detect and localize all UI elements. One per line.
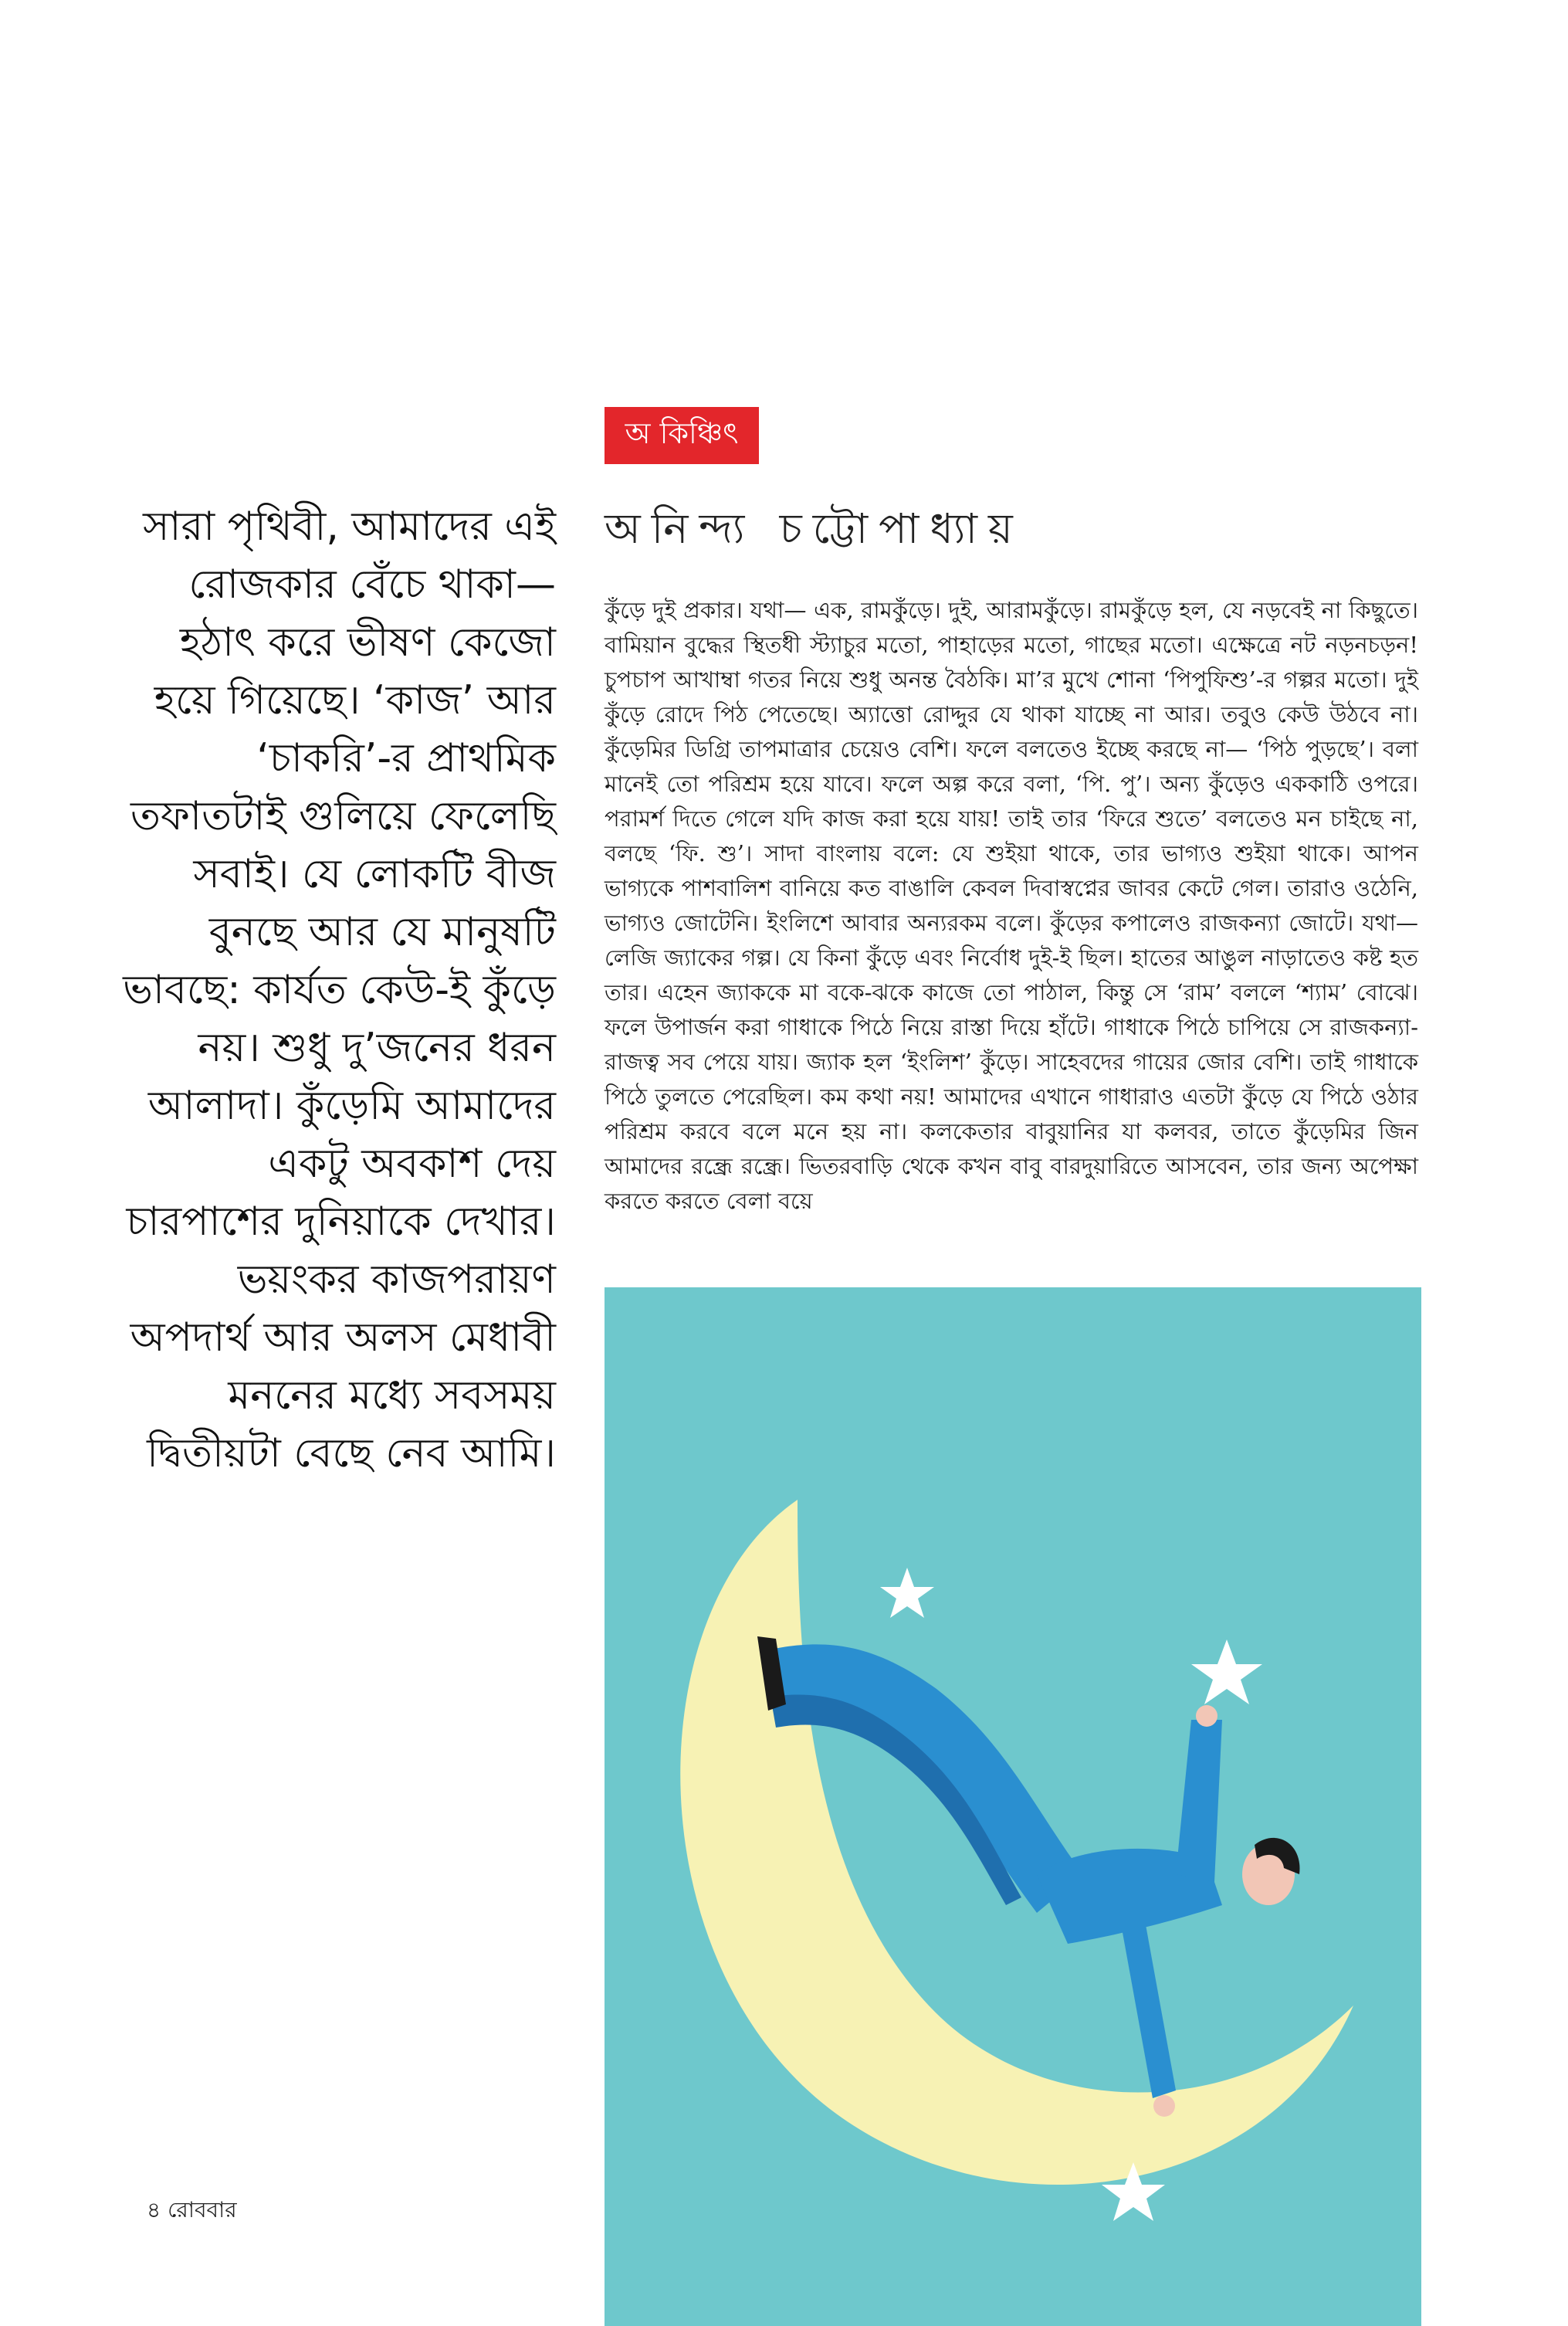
star-icon: [880, 1568, 934, 1618]
article-paragraph: কুঁড়ে দুই প্রকার। যথা— এক, রামকুঁড়ে। দুই, আরামকুঁড়ে। রামকুঁড়ে হল, যে নড়বেই না কিছুতে। বামিয়ান বুদ্ধের স্থিতধী স্ট্যাচুর মতো, পাহাড়ের মতো, গাছের মতো। এক্ষেত্রে নট নড়নচড়ন! চুপচাপ আখাম্বা গতর নিয়ে শুধু অনন্ত বৈঠকি। মা’র মুখে শোনা ‘পিপুফিশু’-র গল্পর মতো। দুই কুঁড়ে রোদে পিঠ পেতেছে। অ্যাত্তো রোদ্দুর যে থাকা যাচ্ছে না আর। তবুও কেউ উঠবে না। কুঁড়েমির ডিগ্রি তাপমাত্রার চেয়েও বেশি। ফলে বলতেও ইচ্ছে করছে না— ‘পিঠ পুড়ছে’। বলা মানেই তো পরিশ্রম হয়ে যাবে। ফলে অল্প করে বলা, ‘পি. পু’। অন্য কুঁড়েও এককাঠি ওপরে। পরামর্শ দিতে গেলে যদি কাজ করা হয়ে যায়! তাই তার ‘ফিরে শুতে’ বলতেও মন চাইছে না, বলছে ‘ফি. শু’। সাদা বাংলায় বলে: যে শুইয়া থাকে, তার ভাগ্যও শুইয়া থাকে। আপন ভাগ্যকে পাশবালিশ বানিয়ে কত বাঙালি কেবল দিবাস্বপ্নের জাবর কেটে গেল। তারাও ওঠেনি, ভাগ্যও জোটেনি। ইংলিশে আবার অন্যরকম বলে। কুঁড়ের কপালেও রাজকন্যা জোটে। যথা— লেজি জ্যাকের গল্প। যে কিনা কুঁড়ে এবং নির্বোধ দুই-ই ছিল। হাতের আঙুল নাড়াতেও কষ্ট হত তার। এহেন জ্যাককে মা বকে-ঝকে কাজে তো পাঠাল, কিন্তু সে ‘রাম’ বললে ‘শ্যাম’ বোঝে। ফলে উপার্জন করা গাধাকে পিঠে নিয়ে রাস্তা দিয়ে হাঁটে। গাধাকে পিঠে চাপিয়ে সে রাজকন্যা-রাজত্ব সব পেয়ে যায়। জ্যাক হল ‘ইংলিশ’ কুঁড়ে। সাহেবদের গায়ের জোর বেশি। তাই গাধাকে পিঠে তুলতে পেরেছিল। কম কথা নয়! আমাদের এখানে গাধারাও এতটা কুঁড়ে যে পিঠে ওঠার পরিশ্রম করবে বলে মনে হয় না। কলকেতার বাবুয়ানির যা কলবর, তাতে কুঁড়েমির জিন আমাদের রন্ধ্রে রন্ধ্রে। ভিতরবাড়ি থেকে কখন বাবু বারদুয়ারিতে আসবেন, তার জন্য অপেক্ষা করতে করতে বেলা বয়ে: [605, 597, 1418, 1214]
page-folio: ৪ রোববার: [147, 2197, 237, 2223]
author-byline: অনিন্দ্য চট্টোপাধ্যায়: [605, 504, 1024, 553]
figure-arm: [1176, 1720, 1222, 1882]
moon-illustration: [605, 1287, 1421, 2326]
pull-quote: সারা পৃথিবী, আমাদের এই রোজকার বেঁচে থাকা— হঠাৎ করে ভীষণ কেজো হয়ে গিয়েছে। ‘কাজ’ আর ‘চাকরি’-র প্রাথমিক তফাতটাই গুলিয়ে ফেলেছি সবাই। যে লোকটি বীজ বুনছে আর যে মানুষটি ভাবছে: কার্যত কেউ-ই কুঁড়ে নয়। শুধু দু’জনের ধরন আলাদা। কুঁড়েমি আমাদের একটু অবকাশ দেয় চারপাশের দুনিয়াকে দেখার। ভয়ংকর কাজপরায়ণ অপদার্থ আর অলস মেধাবী মননের মধ্যে সবসময় দ্বিতীয়টা বেছে নেব আমি।: [123, 504, 556, 1477]
section-tag: অ কিঞ্চিৎ: [605, 407, 759, 464]
star-icon: [1191, 1639, 1262, 1704]
illustration-svg: [605, 1287, 1421, 2326]
article-body: [605, 593, 1418, 1219]
